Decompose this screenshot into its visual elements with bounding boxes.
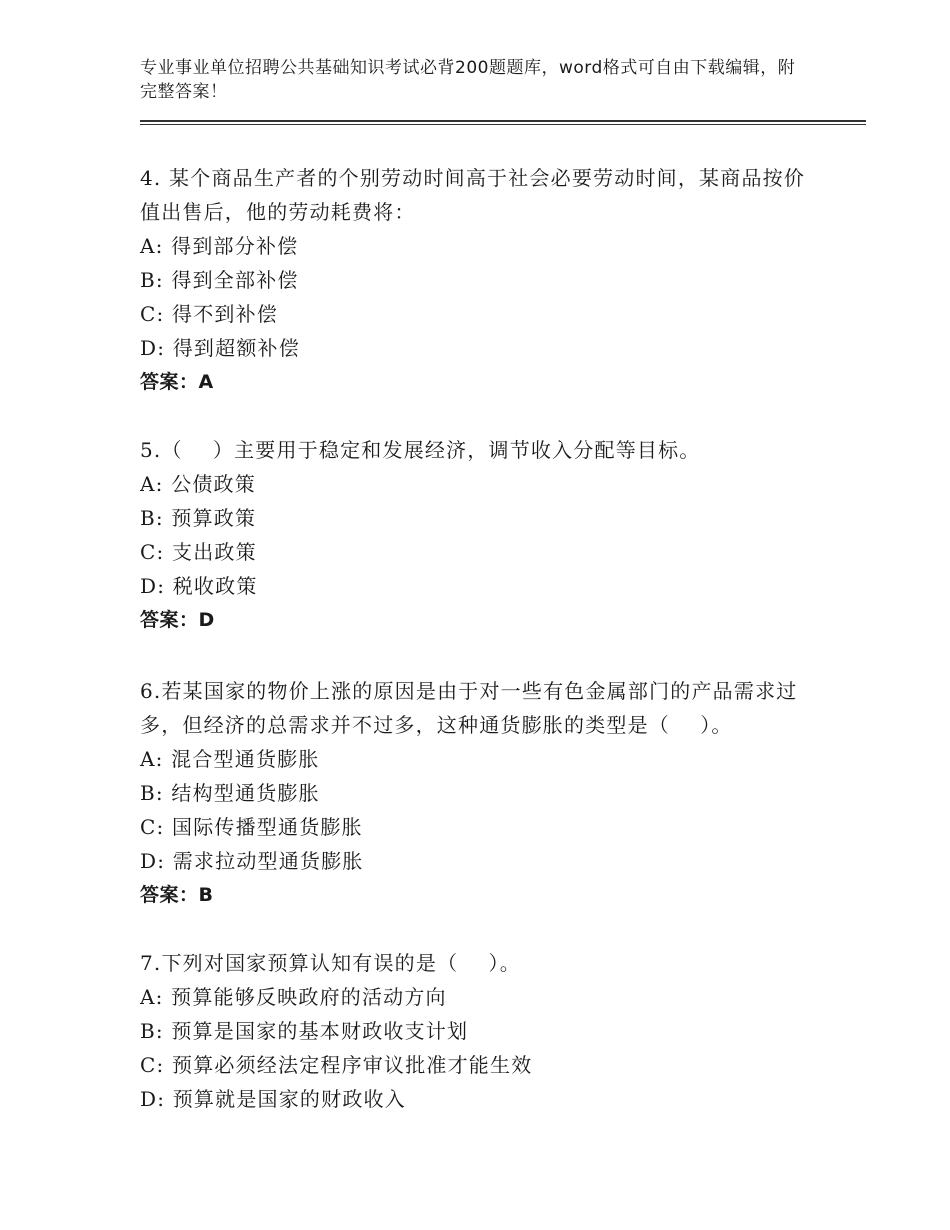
option-c: C: 支出政策 <box>140 540 257 564</box>
option-a: A: 公债政策 <box>140 472 256 496</box>
answer: 答案：D <box>140 609 215 631</box>
header-text: 专业事业单位招聘公共基础知识考试必背200题题库，word格式可自由下载编辑，附完整答案！ <box>140 58 796 102</box>
question-4 <box>140 161 820 399</box>
option-a: A: 混合型通货膨胀 <box>140 747 320 771</box>
option-d: D: 税收政策 <box>140 574 258 598</box>
option-c: C: 国际传播型通货膨胀 <box>140 815 363 839</box>
document-header <box>140 56 800 104</box>
header-divider <box>140 120 866 122</box>
option-d: D: 得到超额补偿 <box>140 336 300 360</box>
question-stem: 7.下列对国家预算认知有误的是（ ）。 <box>140 951 521 975</box>
option-c: C: 预算必须经法定程序审议批准才能生效 <box>140 1053 533 1077</box>
question-7 <box>140 946 820 1116</box>
header-divider-thin <box>140 124 866 125</box>
answer: 答案：B <box>140 884 214 906</box>
option-a: A: 预算能够反映政府的活动方向 <box>140 985 447 1009</box>
question-5 <box>140 433 820 637</box>
question-stem: 6.若某国家的物价上涨的原因是由于对一些有色金属部门的产品需求过多，但经济的总需求并不过多，这种通货膨胀的类型是（ ）。 <box>140 679 798 737</box>
question-6 <box>140 674 820 912</box>
option-c: C: 得不到补偿 <box>140 302 278 326</box>
option-d: D: 需求拉动型通货膨胀 <box>140 849 364 873</box>
option-b: B: 结构型通货膨胀 <box>140 781 320 805</box>
question-stem: 5.（ ）主要用于稳定和发展经济，调节收入分配等目标。 <box>140 438 701 462</box>
option-b: B: 预算政策 <box>140 506 257 530</box>
option-d: D: 预算就是国家的财政收入 <box>140 1087 406 1111</box>
option-a: A: 得到部分补偿 <box>140 234 299 258</box>
question-stem: 4. 某个商品生产者的个别劳动时间高于社会必要劳动时间，某商品按价值出售后，他的劳动耗费将： <box>140 166 806 224</box>
answer: 答案：A <box>140 371 214 393</box>
option-b: B: 得到全部补偿 <box>140 268 299 292</box>
option-b: B: 预算是国家的基本财政收支计划 <box>140 1019 469 1043</box>
